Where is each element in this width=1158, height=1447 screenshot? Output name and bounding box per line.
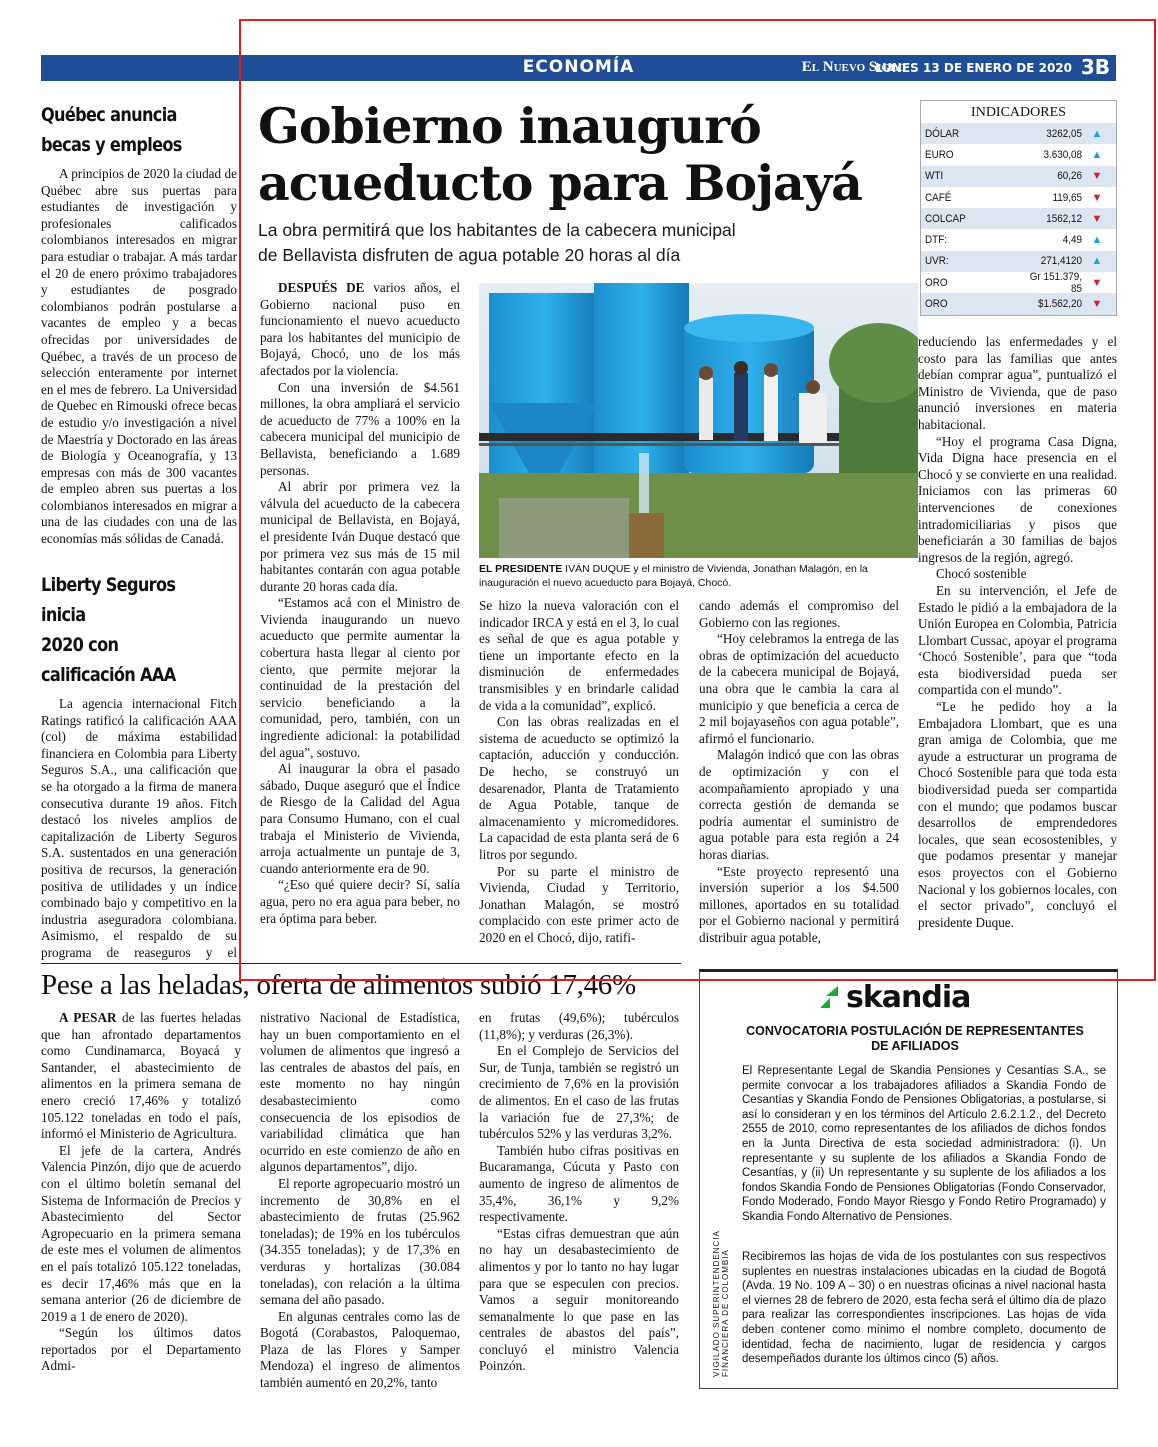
side-article-quebec <box>41 100 237 560</box>
article-paragraph: También hubo cifras positivas en Bucaramanga, Cúcuta y Pasto con aumento de ingreso de alimentos de 35,4%, 36,1% y 9,2% respectivamente. <box>479 1142 679 1225</box>
page-number: 3B <box>1080 55 1110 79</box>
indicator-value: $1.562,20 <box>1037 298 1082 311</box>
section-title: ECONOMÍA <box>522 57 635 77</box>
article-paragraph: “¿Eso qué quiere decir? Sí, salía agua, pero no era agua para beber, no era óptima para beber. <box>260 877 460 926</box>
indicator-name: COLCAP <box>925 212 966 225</box>
arrow-down-icon: ▼ <box>1091 276 1103 289</box>
article-paragraph: El reporte agropecuario mostró un incremento de 30,8% en el abastecimiento de frutas (25.962 toneladas); de 19% en los tubérculos (34.355 toneladas); y de 17,3% en verduras y hortalizas (30.084 toneladas), con relación a la última semana del año pasado. <box>260 1175 460 1308</box>
news-photo <box>479 283 918 558</box>
skandia-logo: skandia <box>818 980 970 1015</box>
arrow-down-icon: ▼ <box>1091 191 1103 204</box>
indicator-name: WTI <box>925 170 944 183</box>
indicator-row <box>921 272 1116 293</box>
article-paragraph: “Según los últimos datos reportados por el Departamento Admi- <box>41 1325 241 1374</box>
issue-date: LUNES 13 DE ENERO DE 2020 <box>874 61 1072 75</box>
arrow-up-icon: ▲ <box>1091 148 1103 161</box>
article-subheading: Chocó sostenible <box>936 566 1027 582</box>
article-paragraph: Con una inversión de $4.561 millones, la obra ampliará el servicio de acueducto de 77% a 100% en la cabecera municipal del municipio de Bellavista, beneficiando a 1.689 personas. <box>260 379 460 478</box>
article-paragraph: En el Complejo de Servicios del Sur, de Tunja, también se registró un crecimiento de 7,6% en la provisión de alimentos. En el caso de las frutas la variación fue de 27,3%; de tubérculos 52% y las verduras 3,2%. <box>479 1043 679 1142</box>
arrow-up-icon: ▲ <box>1091 255 1103 268</box>
article-paragraph: Al inaugurar la obra el pasado sábado, Duque aseguró que el Índice de Riesgo de la Calidad del Agua para Consumo Humano, con el cual trabaja el Ministerio de Vivienda, arroja actualmente un puntaje de 3, cuando anteriormente era de 90. <box>260 761 460 876</box>
article-paragraph: nistrativo Nacional de Estadística, hay un buen comportamiento en el volumen de alimentos que ingresó a las centrales de abastos del país, en este momento no hay ningún desabastecimiento como consecuencia de los episodios de variabilidad climática que han ocurrido en este comienzo de año en algunos departamentos”, dijo. <box>260 1010 460 1175</box>
article-paragraph: reduciendo las enfermedades y el costo para las familias que antes debían comprar agua”, puntualizó el Ministro de Vivienda, que de paso anunció inversiones en materia habitacional. <box>918 334 1117 432</box>
article-paragraph: Por su parte el ministro de Vivienda, Ciudad y Territorio, Jonathan Malagón, se mostró complacido con este primer acto de 2020 en el Chocó, dijo, ratifi- <box>479 863 679 945</box>
section-header-bar <box>41 55 1116 81</box>
indicator-row <box>921 144 1116 165</box>
indicator-value: 3262,05 <box>1046 127 1082 140</box>
indicator-row <box>921 251 1116 272</box>
indicator-name: DÓLAR <box>925 127 960 140</box>
indicator-row <box>921 123 1116 144</box>
vigilado-label: VIGILADO SUPERINTENDENCIA FINANCIERA DE COLOMBIA <box>712 1230 730 1377</box>
article-paragraph: En algunas centrales como las de Bogotá (Corabastos, Paloquemao, Plaza de las Flores y Samper Mendoza) el ingreso de alimentos también aumentó en 20,2%, tanto <box>260 1308 460 1390</box>
article-paragraph: “Hoy el programa Casa Digna, Vida Digna hace presencia en el Chocó y se convierte en una realidad. Iniciamos con las primeras 60 intervenciones de conexiones intradomiciliarias y pisos que beneficiarán a 30 familias de bajos ingresos de la región, agregó. <box>918 433 1117 565</box>
indicator-row <box>921 187 1116 208</box>
indicator-value: 271,4120 <box>1040 255 1082 268</box>
article-paragraph: “Este proyecto representó una inversión superior a los $4.500 millones, aportados en su totalidad por el Gobierno nacional y permitirá distribuir agua potable, <box>699 863 899 945</box>
ad-paragraph: Recibiremos las hojas de vida de los postulantes con sus respectivos suplentes en nuestras instalaciones ubicadas en la ciudad de Bogotá (Avda. 19 No. 109 A – 30) o en nuestras oficinas a nivel nacional hasta el viernes 28 de febrero de 2020, esta fecha será el último día de plazo para realizar las correspondientes inscripciones. Las hojas de vida deben contener como mínimo el nombre completo, documento de identidad, fecha de nacimiento, lugar de residencia y cargos desempeñados durante los últimos cinco (5) años. <box>742 1251 1106 1366</box>
arrow-down-icon: ▼ <box>1091 298 1103 311</box>
article-paragraph: “Hoy celebramos la entrega de las obras de optimización del acueducto de la cabecera municipal de Bojayá, una obra que le cambia la cara al municipio y que beneficia a cerca de 2 mil bojayaseños con agua potable”, afirmó el funcionario. <box>699 631 899 746</box>
skandia-advertisement <box>699 969 1118 1389</box>
divider <box>41 963 681 964</box>
indicator-name: DTF: <box>925 234 948 247</box>
arrow-up-icon: ▲ <box>1091 234 1103 247</box>
main-article-col1 <box>260 280 460 962</box>
indicator-name: ORO <box>925 298 948 311</box>
second-article-col2 <box>260 1010 460 1390</box>
main-headline: Gobierno inauguró acueducto para Bojayá <box>258 97 862 212</box>
indicator-value: 1562,12 <box>1046 212 1082 225</box>
indicator-name: EURO <box>925 148 954 161</box>
second-article-col3 <box>479 1010 679 1390</box>
article-paragraph: A principios de 2020 la ciudad de Québec abre sus puertas para estudiantes de investigación y profesionales calificados colombianos interesados en migrar para estudiar o trabajar. A más tardar el 20 de enero próximo trabajadores y estudiantes de posgrado colombianos podrán postularse a vacantes de empleo y a becas ofrecidas por universidades de Québec, a través de un proceso de selección enteramente por internet en el mes de febrero. La Universidad de Quebec en Rimouski ofrece becas de estudio y/o investigación a nivel de Maestría y Doctorado en las áreas de Biología y Oceanografía, y 13 empresas con más de 300 vacantes de empleo abren sus puertas a los colombianos interesados en migrar a una de las ciudades con una de las economías más sólidas de Canadá. <box>41 166 237 547</box>
main-article-col3 <box>699 598 899 962</box>
article-paragraph: cando además el compromiso del Gobierno con las regiones. <box>699 598 899 630</box>
photo-caption: EL PRESIDENTE IVÁN DUQUE y el ministro de Vivienda, Jonathan Malagón, en la inauguración el nuevo acueducto para Bojayá, Chocó. <box>479 563 868 589</box>
indicator-value: 4,49 <box>1062 234 1082 247</box>
indicator-row <box>921 229 1116 250</box>
indicators-table <box>920 100 1117 316</box>
indicator-row <box>921 293 1116 314</box>
article-paragraph: El jefe de la cartera, Andrés Valencia Pinzón, dijo que de acuerdo con el último boletín semanal del Sistema de Información de Precios y Abastecimiento del Sector Agropecuario en la primera semana de este mes el volumen de alimentos en el país totalizó 105.122 toneladas, es decir 17,46% más que en la semana anterior (26 de diciembre de 2019 a 1 de enero de 2020). <box>41 1142 241 1324</box>
article-paragraph: Se hizo la nueva valoración con el indicador IRCA y está en el 3, lo cual es señal de que es agua potable y tiene un importante efecto en la disminución de enfermedades transmisibles y en brindarle calidad de vida a la comunidad”, explicó. <box>479 598 679 713</box>
indicator-row <box>921 208 1116 229</box>
ad-paragraph: El Representante Legal de Skandia Pensiones y Cesantías S.A., se permite convocar a los trabajadores afiliados a Skandia Fondo de Cesantías y Skandia Fondo de Pensiones Obligatorias, a postularse, si así lo consideran y en los términos del Artículo 2.6.2.1.2., del Decreto 2555 de 2010, como representantes de los afiliados de dichos fondos en la Junta Directiva de esta sociedad administradora: (i). Un representante y su suplente de los afiliados a Skandia Fondo de Cesantías, y (ii) Un representante y su suplente de los afiliados a los fondos Skandia Fondo de Pensiones Obligatorias (Fondo Conservador, Fondo Moderado, Fondo Mayor Riesgo y Fondo Retiro Programado) y Skandia Fondo Alternativo de Pensiones. <box>742 1065 1106 1223</box>
article-paragraph: “Estas cifras demuestran que aún no hay un desabastecimiento de alimentos y por lo tanto no hay lugar para que se especulen con precios. Vamos a seguir monitoreando semanalmente lo que pase en las centrales de abastos del país”, concluyó el ministro Valencia Poinzón. <box>479 1225 679 1374</box>
arrow-down-icon: ▼ <box>1091 212 1103 225</box>
side-article-title: Liberty Seguros inicia 2020 con calificación AAA <box>41 574 176 686</box>
article-paragraph: “Le he pedido hoy a la Embajadora Llombart, que es una gran amiga de Colombia, que me ayude a estructurar un programa de Chocó Sostenible para que toda esta biodiversidad pueda ser compartida con el mundo; que podamos buscar desarrollos de emprendedores locales, que sean ecosostenibles, y que podamos presentar y manejar esos proyectos con el Gobierno Nacional y los gobiernos locales, con el sector privado”, concluyó el presidente Duque. <box>918 699 1117 930</box>
arrow-down-icon: ▼ <box>1091 170 1103 183</box>
indicator-value: 119,65 <box>1052 191 1082 204</box>
main-article-col4 <box>918 334 1117 962</box>
indicator-row <box>921 166 1116 187</box>
main-article-col2 <box>479 598 679 962</box>
article-paragraph: Malagón indicó que con las obras de optimización y con el acompañamiento apropiado y una correcta gestión de demanda se podría aumentar el suministro de agua potable para esta región a 24 horas diarias. <box>699 747 899 862</box>
indicator-name: CAFÉ <box>925 191 952 204</box>
ad-title: CONVOCATORIA POSTULACIÓN DE REPRESENTANTES DE AFILIADOS <box>746 1024 1084 1053</box>
indicator-name: UVR: <box>925 255 949 268</box>
second-headline: Pese a las heladas, oferta de alimentos subió 17,46% <box>41 969 636 1001</box>
indicators-title: INDICADORES <box>971 105 1066 120</box>
side-article-title: Québec anuncia becas y empleos <box>41 104 182 156</box>
arrow-up-icon: ▲ <box>1091 127 1103 140</box>
article-paragraph: en frutas (49,6%); tubérculos (11,8%); y verduras (26,3%). <box>479 1010 679 1042</box>
article-paragraph: “Estamos acá con el Ministro de Vivienda inaugurando un nuevo acueducto que permite aumentar la cobertura hasta llegar al ciento por ciento, que permite mejorar la continuidad de la prestación del servicio beneficiando a la comunidad, pero, también, con un ingrediente adicional: la potabilidad del agua”, sostuvo. <box>260 595 460 760</box>
indicator-value: 60,26 <box>1057 170 1082 183</box>
second-article-col1 <box>41 1010 241 1390</box>
article-paragraph: En su intervención, el Jefe de Estado le pidió a la embajadora de la Unión Europea en Colombia, Patricia Llombart Cussac, apoyar el programa ‘Chocó Sostenible’, para que “toda esta biodiversidad pueda ser compartida con el mundo”. <box>918 582 1117 698</box>
main-subheadline: La obra permitirá que los habitantes de la cabecera municipal de Bellavista disfruten de agua potable 20 horas al día <box>258 220 736 265</box>
article-paragraph: Al abrir por primera vez la válvula del acueducto de la cabecera municipal de Bellavista, en Bojayá, el presidente Iván Duque destacó que por primera vez sus más de 15 mil habitantes contarán con agua potable durante 20 horas cada día. <box>260 479 460 594</box>
indicator-value: 3.630,08 <box>1043 148 1082 161</box>
newspaper-name: El Nuevo Siglo <box>801 59 906 75</box>
indicator-value: Gr 151.379, 85 <box>1029 270 1082 295</box>
article-paragraph: DESPUÉS DE varios años, el Gobierno nacional puso en funcionamiento el nuevo acueducto para los habitantes del municipio de Bojayá, Chocó, uno de los más afectados por la violencia. <box>260 280 460 378</box>
side-article-liberty <box>41 570 237 960</box>
skandia-leaf-icon <box>818 984 846 1010</box>
indicator-name: ORO <box>925 276 948 289</box>
article-paragraph: A PESAR de las fuertes heladas que han afrontado departamentos como Cundinamarca, Boyacá y Santander, el abastecimiento de alimentos en la primera semana de enero creció 17,46% y totalizó 105.122 toneladas en todo el país, informó el Ministerio de Agricultura. <box>41 1010 241 1142</box>
article-paragraph: Con las obras realizadas en el sistema de acueducto se optimizó la captación, aducción y conducción. De hecho, se construyó un desarenador, Planta de Tratamiento de Agua Potable, tanque de almacenamiento y micromedidores. La capacidad de esta planta será de 6 litros por segundo. <box>479 714 679 862</box>
article-paragraph: La agencia internacional Fitch Ratings ratificó la calificación AAA (col) de máxima estabilidad financiera en Colombia para Liberty Seguros S.A., una calificación que se ha otorgado a la firma de manera consecutiva durante 19 años. Fitch destacó los niveles amplios de capitalización de Liberty Seguros S.A. sustentados en una generación positiva de recursos, la generación positiva de utilidades y un índice combinado bajo y competitivo en la industria aseguradora colombiana. Asimismo, el respaldo de su programa de reaseguros y el <box>41 696 237 960</box>
